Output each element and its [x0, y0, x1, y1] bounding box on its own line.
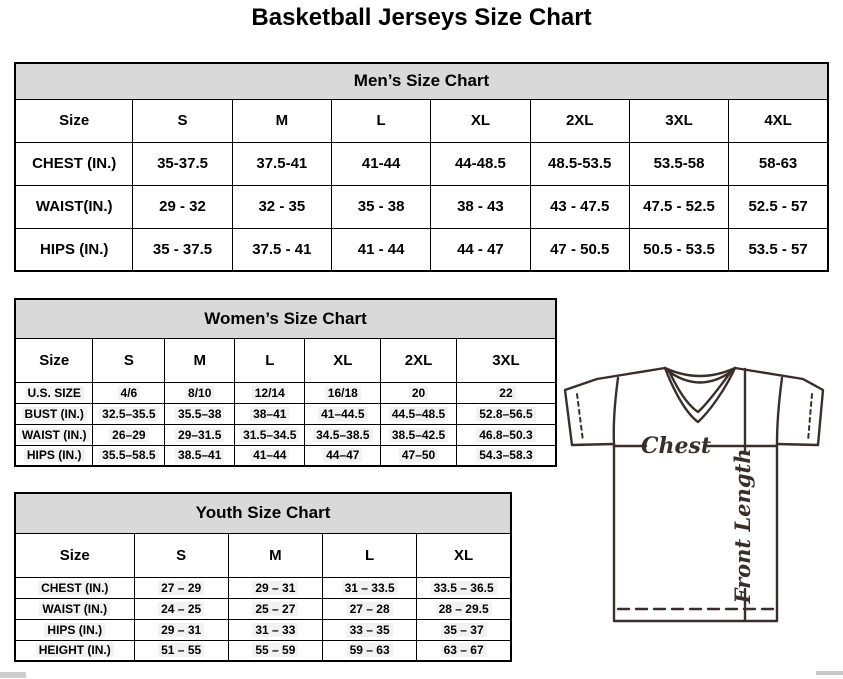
size-value-text: 44 - 47 [457, 240, 504, 258]
col-header: S [134, 533, 228, 577]
size-value-cell [235, 382, 305, 403]
size-value-cell [134, 640, 228, 661]
mens-chart-caption: Men’s Size Chart [15, 63, 828, 99]
size-value-cell [456, 424, 556, 445]
table-caption-row [15, 63, 828, 99]
col-header: L [331, 99, 430, 142]
row-label-text: HEIGHT (IN.) [36, 643, 114, 657]
size-value-cell [93, 424, 165, 445]
size-value-text: 41–44 [250, 448, 289, 462]
youth-chart-caption: Youth Size Chart [15, 493, 511, 533]
size-value-text: 52.8–56.5 [476, 407, 535, 421]
row-label-text: CHEST (IN.) [32, 155, 117, 172]
size-value-cell [323, 598, 417, 619]
size-value-text: 48.5-53.5 [548, 155, 612, 172]
col-header: XL [305, 338, 381, 382]
size-value-text: 35-37.5 [157, 155, 208, 172]
size-value-text: 59 – 63 [347, 643, 393, 657]
row-label [15, 142, 133, 185]
size-value-text: 28 – 29.5 [436, 602, 492, 616]
size-value-cell [629, 142, 728, 185]
size-value-text: 29–31.5 [175, 428, 224, 442]
size-value-cell [165, 445, 235, 466]
row-label [15, 619, 134, 640]
size-value-cell [331, 228, 430, 271]
size-value-cell [228, 577, 322, 598]
size-value-text: 38.5–42.5 [389, 428, 448, 442]
size-value-text: 32 - 35 [258, 198, 306, 215]
size-value-cell [629, 228, 728, 271]
size-value-text: 38–41 [250, 407, 289, 421]
chest-measure-label: Chest [640, 433, 712, 459]
size-value-cell [133, 228, 232, 271]
size-value-text: 35.5–58.5 [99, 448, 158, 462]
col-header: XL [417, 533, 511, 577]
size-value-text: 31 – 33 [252, 623, 298, 637]
table-row [15, 228, 828, 271]
size-value-cell [530, 228, 629, 271]
size-value-text: 31.5–34.5 [240, 428, 299, 442]
size-value-text: 41 - 44 [357, 240, 405, 258]
size-value-text: 20 [409, 386, 428, 400]
size-value-cell [331, 185, 430, 228]
size-value-text: 25 – 27 [252, 602, 298, 616]
col-header: L [235, 338, 305, 382]
size-value-cell [417, 640, 511, 661]
row-label [15, 424, 93, 445]
size-value-cell [381, 445, 457, 466]
row-label-text: WAIST (IN.) [39, 602, 110, 616]
size-value-cell [305, 403, 381, 424]
size-value-text: 35 – 37 [441, 623, 487, 637]
col-header: 3XL [456, 338, 556, 382]
size-value-cell [232, 185, 331, 228]
size-value-text: 37.5 - 41 [252, 240, 312, 258]
size-value-text: 44–47 [323, 448, 362, 462]
table-row [15, 185, 828, 228]
size-value-cell [323, 619, 417, 640]
row-label-text: WAIST (IN.) [19, 428, 90, 442]
size-value-text: 53.5-58 [653, 155, 705, 172]
size-value-cell [431, 142, 530, 185]
size-value-cell [456, 403, 556, 424]
row-label [15, 403, 93, 424]
column-header-row [15, 99, 828, 142]
size-value-cell [165, 424, 235, 445]
size-value-cell [235, 403, 305, 424]
table-row [15, 445, 556, 466]
size-value-text: 29 - 32 [159, 198, 206, 215]
size-value-text: 58-63 [758, 155, 798, 172]
size-value-text: 38 - 43 [457, 198, 504, 215]
table-row [15, 598, 511, 619]
size-value-cell [417, 577, 511, 598]
size-value-cell [228, 640, 322, 661]
row-label-text: HIPS (IN.) [44, 623, 105, 637]
scrollbar-fragment[interactable] [0, 672, 26, 678]
size-value-cell [305, 445, 381, 466]
col-header: M [165, 338, 235, 382]
size-value-cell [232, 142, 331, 185]
table-caption-row [15, 493, 511, 533]
size-value-text: 47–50 [399, 448, 438, 462]
size-value-cell [165, 403, 235, 424]
col-header: S [133, 99, 232, 142]
table-row [15, 142, 828, 185]
size-value-text: 41–44.5 [318, 407, 367, 421]
size-value-text: 31 – 33.5 [342, 581, 398, 595]
size-value-cell [456, 445, 556, 466]
size-value-cell [133, 185, 232, 228]
size-value-text: 29 – 31 [158, 623, 204, 637]
row-label [15, 185, 133, 228]
size-value-text: 16/18 [325, 386, 361, 400]
size-value-text: 32.5–35.5 [99, 407, 158, 421]
size-value-text: 34.5–38.5 [313, 428, 372, 442]
table-row [15, 403, 556, 424]
size-value-text: 33.5 – 36.5 [431, 581, 497, 595]
size-value-cell [729, 185, 828, 228]
size-value-text: 8/10 [185, 386, 214, 400]
size-value-cell [232, 228, 331, 271]
mens-size-chart-table [14, 62, 829, 272]
size-value-text: 63 – 67 [441, 643, 487, 657]
size-value-text: 26–29 [109, 428, 148, 442]
size-value-text: 44.5–48.5 [389, 407, 448, 421]
row-label [15, 445, 93, 466]
row-label [15, 640, 134, 661]
row-label-text: HIPS (IN.) [24, 448, 85, 462]
size-value-cell [134, 577, 228, 598]
size-value-cell [323, 577, 417, 598]
size-value-text: 4/6 [118, 386, 141, 400]
row-label [15, 382, 93, 403]
size-value-cell [456, 382, 556, 403]
size-value-text: 24 – 25 [158, 602, 204, 616]
col-header: Size [15, 99, 133, 142]
size-value-cell [323, 640, 417, 661]
size-value-cell [381, 424, 457, 445]
table-row [15, 619, 511, 640]
col-header: 3XL [629, 99, 728, 142]
table-caption-row [15, 299, 556, 338]
size-value-text: 47.5 - 52.5 [643, 198, 715, 215]
size-value-text: 22 [496, 386, 515, 400]
page-title: Basketball Jerseys Size Chart [251, 4, 592, 31]
womens-size-chart-table [14, 298, 557, 467]
size-value-cell [134, 619, 228, 640]
col-header: 4XL [729, 99, 828, 142]
size-value-cell [331, 142, 430, 185]
size-value-text: 50.5 - 53.5 [643, 240, 715, 258]
front-length-measure-label: Front Length [730, 448, 755, 604]
jersey-outline-icon [565, 368, 823, 621]
size-value-cell [729, 142, 828, 185]
size-value-cell [93, 445, 165, 466]
row-label-text: U.S. SIZE [25, 386, 84, 400]
jersey-measurement-diagram [557, 360, 843, 664]
size-value-cell [417, 598, 511, 619]
row-label-text: CHEST (IN.) [38, 581, 111, 595]
col-header: M [228, 533, 322, 577]
col-header: S [93, 338, 165, 382]
size-value-cell [381, 403, 457, 424]
row-label-text: WAIST(IN.) [35, 198, 113, 215]
size-value-text: 12/14 [252, 386, 288, 400]
size-value-cell [134, 598, 228, 619]
row-label [15, 228, 133, 271]
size-value-cell [530, 142, 629, 185]
scrollbar-fragment[interactable] [816, 671, 843, 675]
col-header: 2XL [530, 99, 629, 142]
womens-chart-caption: Women’s Size Chart [15, 299, 556, 338]
column-header-row [15, 338, 556, 382]
size-value-cell [93, 382, 165, 403]
col-header: M [232, 99, 331, 142]
youth-size-chart-table [14, 492, 512, 662]
size-value-text: 41-44 [361, 155, 401, 172]
row-label-text: BUST (IN.) [22, 407, 87, 421]
size-value-text: 52.5 - 57 [748, 198, 808, 215]
size-value-text: 35 - 37.5 [152, 240, 213, 258]
size-value-text: 27 – 28 [347, 602, 393, 616]
row-label [15, 598, 134, 619]
table-row [15, 382, 556, 403]
size-value-text: 46.8–50.3 [476, 428, 535, 442]
table-row [15, 424, 556, 445]
size-value-cell [729, 228, 828, 271]
size-value-text: 33 – 35 [347, 623, 393, 637]
size-value-text: 27 – 29 [158, 581, 204, 595]
size-value-cell [228, 598, 322, 619]
col-header: Size [15, 338, 93, 382]
size-value-text: 51 – 55 [158, 643, 204, 657]
col-header: XL [431, 99, 530, 142]
size-value-cell [381, 382, 457, 403]
size-value-text: 38.5–41 [175, 448, 224, 462]
size-value-cell [93, 403, 165, 424]
size-value-cell [235, 424, 305, 445]
table-row [15, 577, 511, 598]
size-value-text: 35 - 38 [357, 198, 405, 215]
col-header: 2XL [381, 338, 457, 382]
size-value-cell [228, 619, 322, 640]
size-value-text: 47 - 50.5 [550, 240, 610, 258]
size-value-cell [530, 185, 629, 228]
size-value-cell [133, 142, 232, 185]
row-label-text: HIPS (IN.) [40, 240, 109, 258]
size-value-cell [417, 619, 511, 640]
size-value-text: 44-48.5 [454, 155, 506, 172]
size-value-cell [431, 185, 530, 228]
size-value-cell [431, 228, 530, 271]
size-value-cell [305, 382, 381, 403]
row-label [15, 577, 134, 598]
size-value-text: 35.5–38 [175, 407, 224, 421]
col-header: Size [15, 533, 134, 577]
col-header: L [323, 533, 417, 577]
size-value-text: 29 – 31 [252, 581, 298, 595]
size-value-text: 53.5 - 57 [748, 240, 808, 258]
table-row [15, 640, 511, 661]
size-value-text: 43 - 47.5 [550, 198, 610, 215]
size-value-cell [305, 424, 381, 445]
size-value-cell [629, 185, 728, 228]
size-value-cell [165, 382, 235, 403]
size-value-text: 37.5-41 [256, 155, 308, 172]
size-value-cell [235, 445, 305, 466]
size-value-text: 54.3–58.3 [476, 448, 535, 462]
size-value-text: 55 – 59 [252, 643, 298, 657]
column-header-row [15, 533, 511, 577]
